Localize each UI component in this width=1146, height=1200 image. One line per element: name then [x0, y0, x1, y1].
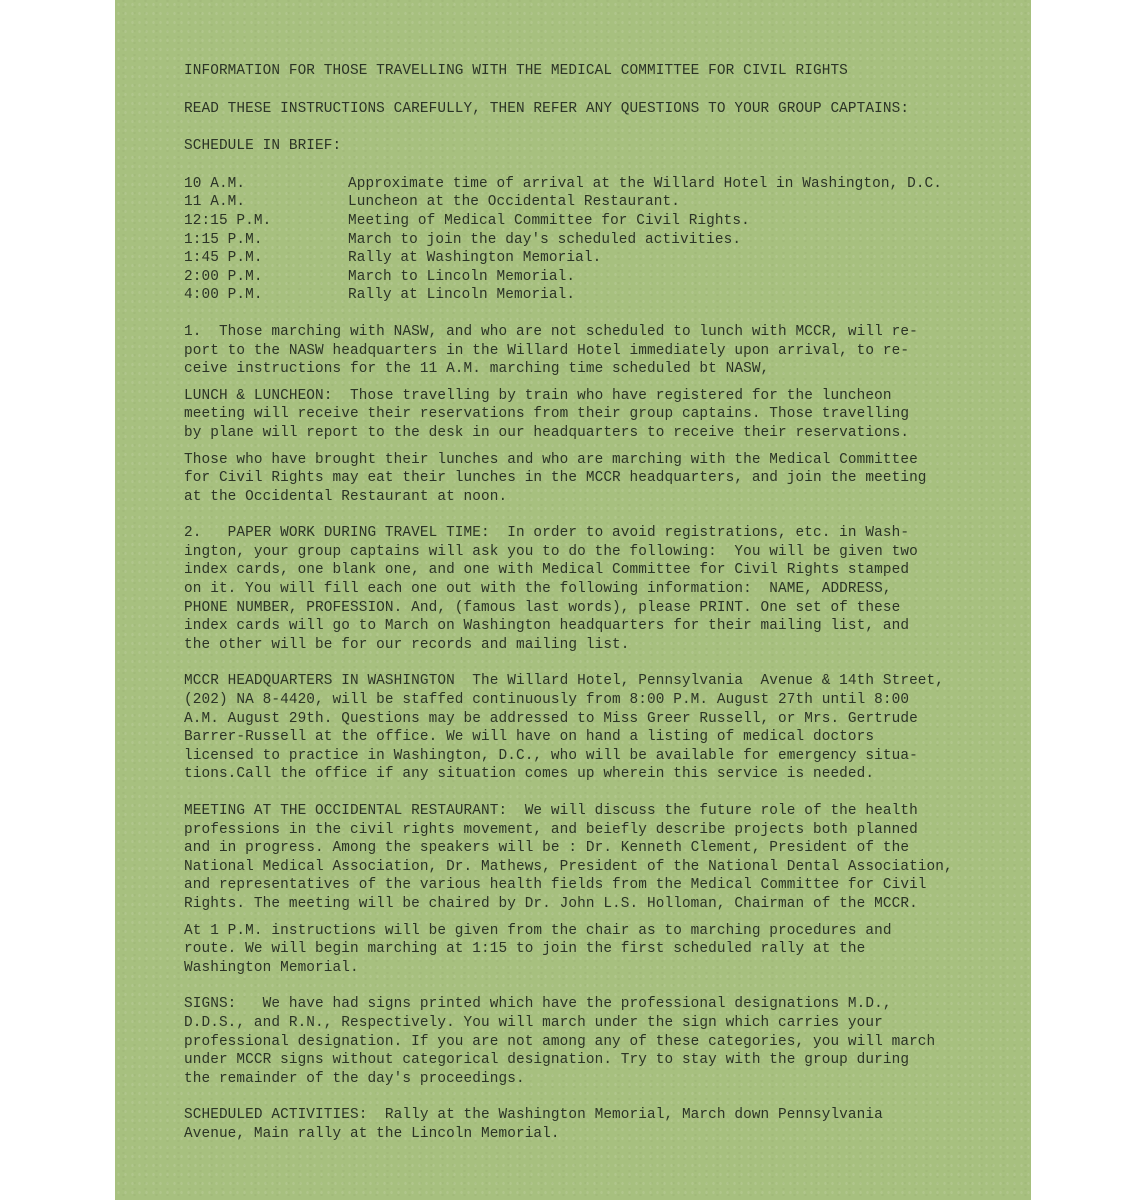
schedule-row — [184, 212, 1004, 231]
schedule-event: Approximate time of arrival at the Willard Hotel in Washington, D.C. — [348, 175, 943, 192]
paragraph-scheduled-activities: SCHEDULED ACTIVITIES: Rally at the Washington Memorial, March down Pennsylvania Avenue, Main rally at the Lincoln Memorial. — [184, 1107, 883, 1142]
schedule-list — [184, 175, 1004, 305]
paragraph-headquarters: MCCR HEADQUARTERS IN WASHINGTON The Willard Hotel, Pennsylvania Avenue & 14th Street, (202) NA 8-4420, will be staffed continuously from 8:00 P.M. August 27th until 8:00 A.M. August 29th. Questions may be addressed to Miss Greer Russell, or Mrs. Gertrude Barrer-Russell at the office. We will have on hand a listing of medical doctors licensed to practice in Washington, D.C., who will be available for emergency situa- tions.Call the office if any situation comes up wherein this service is needed. — [184, 673, 945, 783]
schedule-time: 12:15 P.M. — [184, 212, 272, 229]
schedule-time: 11 A.M. — [184, 194, 246, 211]
schedule-event: Luncheon at the Occidental Restaurant. — [348, 194, 680, 211]
paragraph-paper-work: 2. PAPER WORK DURING TRAVEL TIME: In order to avoid registrations, etc. in Wash- ington, your group captains will ask you to do the following: You will be given two index cards, one blank one, and one with Medical Committee for Civil Rights stamped on it. You will fill each one out with the following information: NAME, ADDRESS, PHONE NUMBER, PROFESSION. And, (famous last words), please PRINT. One set of these index cards will go to March on Washington headquarters for their mailing list, and the other will be for our records and mailing list. — [184, 525, 918, 653]
document-body — [184, 62, 1004, 1144]
document-title: INFORMATION FOR THOSE TRAVELLING WITH THE MEDICAL COMMITTEE FOR CIVIL RIGHTS — [184, 63, 848, 79]
schedule-event: March to Lincoln Memorial. — [348, 268, 576, 285]
paragraph-lunch: LUNCH & LUNCHEON: Those travelling by train who have registered for the luncheon meeting will receive their reservations from their group captains. Those travelling by plane will report to the desk in our headquarters to receive their reservations. — [184, 387, 910, 441]
schedule-event: March to join the day's scheduled activities. — [348, 231, 742, 248]
schedule-row — [184, 175, 1004, 194]
paragraph-nasw: 1. Those marching with NASW, and who are not scheduled to lunch with MCCR, will re- port to the NASW headquarters in the Willard Hotel immediately upon arrival, to re- ceive instructions for the 11 A.M. marching time scheduled bt NASW, — [184, 323, 918, 378]
schedule-time: 10 A.M. — [184, 175, 246, 192]
paragraph-signs: SIGNS: We have had signs printed which have the professional designations M.D., D.D.S., and R.N., Respectively. You will march under the sign which carries your professional designation. If you are not among any of these categories, you will march under MCCR signs without categorical designation. Try to stay with the group during the remainder of the day's proceedings. — [184, 996, 936, 1087]
schedule-time: 4:00 P.M. — [184, 287, 263, 304]
schedule-event: Rally at Lincoln Memorial. — [348, 287, 576, 304]
schedule-row — [184, 193, 1004, 212]
paragraph-meeting: MEETING AT THE OCCIDENTAL RESTAURANT: We will discuss the future role of the health professions in the civil rights movement, and beiefly describe projects both planned and in progress. Among the speakers will be : Dr. Kenneth Clement, President of the National Medical Association, Dr. Mathews, President of the National Dental Association, and representatives of the various health fields from the Medical Committee for Civil Rights. The meeting will be chaired by Dr. John L.S. Holloman, Chairman of the MCCR. — [184, 803, 953, 912]
paragraph-meeting-marching: At 1 P.M. instructions will be given from the chair as to marching procedures and route. We will begin marching at 1:15 to join the first scheduled rally at the Washington Memorial. — [184, 922, 892, 976]
instruction-line: READ THESE INSTRUCTIONS CAREFULLY, THEN REFER ANY QUESTIONS TO YOUR GROUP CAPTAINS: — [184, 100, 910, 117]
schedule-row — [184, 268, 1004, 287]
schedule-event: Rally at Washington Memorial. — [348, 250, 602, 267]
schedule-row — [184, 286, 1004, 305]
paragraph-lunch-brought: Those who have brought their lunches and who are marching with the Medical Committee for Civil Rights may eat their lunches in the MCCR headquarters, and join the meeting at the Occidental Restaurant at noon. — [184, 451, 927, 505]
schedule-time: 2:00 P.M. — [184, 268, 263, 285]
schedule-time: 1:15 P.M. — [184, 231, 263, 248]
schedule-time: 1:45 P.M. — [184, 250, 263, 267]
schedule-row — [184, 249, 1004, 268]
document-page — [115, 0, 1031, 1200]
schedule-heading: SCHEDULE IN BRIEF: — [184, 138, 342, 155]
schedule-row — [184, 231, 1004, 250]
schedule-event: Meeting of Medical Committee for Civil Rights. — [348, 212, 750, 229]
